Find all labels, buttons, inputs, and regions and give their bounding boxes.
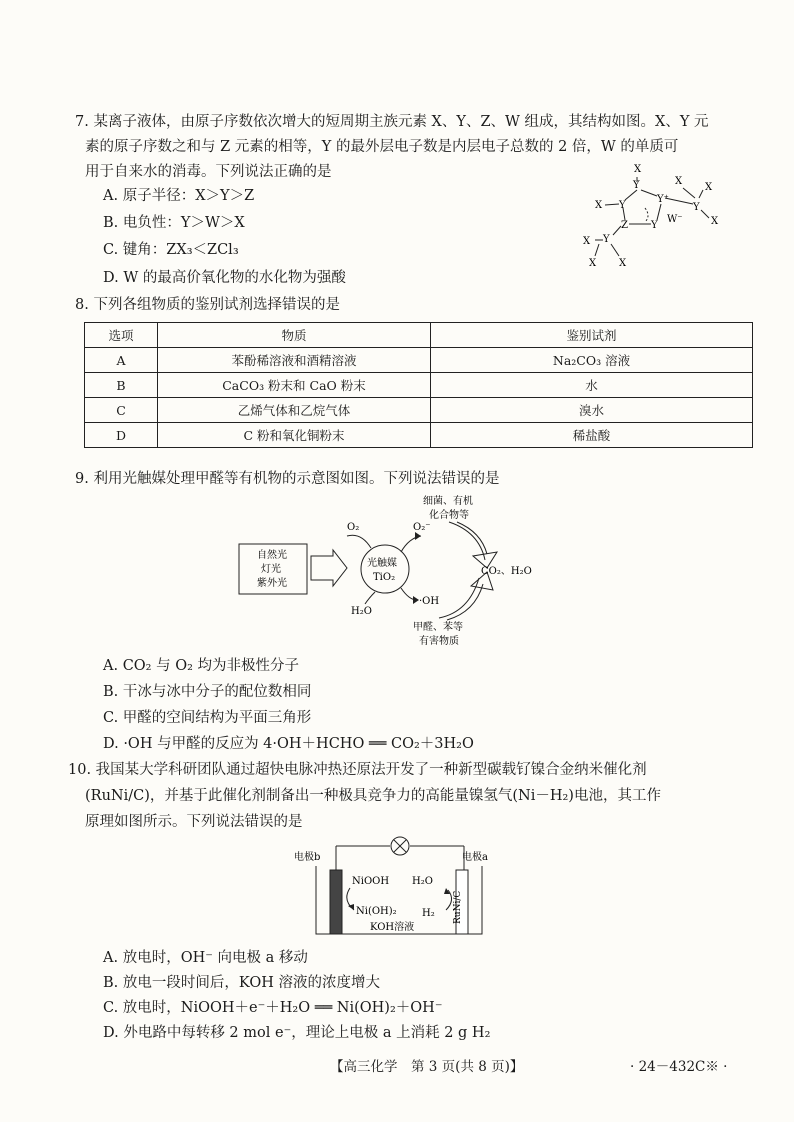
- page-footer-center: 【高三化学 第 3 页(共 8 页)】: [330, 1059, 524, 1075]
- table-cell: CaCO₃ 粉末和 CaO 粉末: [158, 373, 431, 398]
- q7-atom-x: X: [711, 216, 719, 227]
- q9-light-lamp: 灯光: [261, 564, 281, 575]
- q9-top-label-2: 化合物等: [429, 510, 469, 521]
- q10-option-c: C. 放电时，NiOOH＋e⁻＋H₂O ══ Ni(OH)₂＋OH⁻: [103, 1000, 443, 1016]
- q9-option-c: C. 甲醛的空间结构为平面三角形: [103, 710, 312, 726]
- q9-light-natural: 自然光: [257, 550, 287, 561]
- q10-h2: H₂: [422, 908, 435, 919]
- table-cell: B: [85, 373, 158, 398]
- q9-option-b: B. 干冰与冰中分子的配位数相同: [103, 684, 312, 700]
- q10-stem-line-2: (RuNi/C)，并基于此催化剂制备出一种极具竞争力的高能量镍氢气(Ni－H₂)电池，其工作: [85, 788, 661, 804]
- q9-option-d: D. ·OH 与甲醛的反应为 4·OH＋HCHO ══ CO₂＋3H₂O: [103, 736, 474, 752]
- table-cell: D: [85, 423, 158, 448]
- table-cell: C: [85, 398, 158, 423]
- q10-stem-line-3: 原理如图所示。下列说法错误的是: [85, 814, 303, 830]
- q8-table: [84, 322, 753, 448]
- q7-atom-x: X: [589, 258, 597, 269]
- q7-option-b: B. 电负性：Y＞W＞X: [103, 215, 245, 231]
- q7-atom-x: X: [634, 164, 642, 175]
- table-header-row: [85, 323, 753, 348]
- q9-superoxide: O₂⁻: [413, 522, 431, 533]
- table-row: [85, 348, 753, 373]
- q9-catalyst-label: 光触媒: [367, 558, 397, 569]
- q7-atom-x: X: [675, 176, 683, 187]
- q10-stem-line-1: 10. 我国某大学科研团队通过超快电脉冲热还原法开发了一种新型碳载钌镍合金纳米催化剂: [68, 762, 647, 778]
- table-header-cell: 鉴别试剂: [431, 323, 753, 348]
- table-row: [85, 398, 753, 423]
- table-cell: 溴水: [431, 398, 753, 423]
- q9-products: CO₂、H₂O: [481, 566, 532, 577]
- q10-option-b: B. 放电一段时间后，KOH 溶液的浓度增大: [103, 975, 380, 991]
- q7-atom-z: Z: [621, 220, 628, 231]
- table-cell: 水: [431, 373, 753, 398]
- q7-option-d: D. W 的最高价氧化物的水化物为强酸: [103, 270, 346, 286]
- q10-option-d: D. 外电路中每转移 2 mol e⁻，理论上电极 a 上消耗 2 g H₂: [103, 1025, 491, 1041]
- q7-option-c: C. 键角：ZX₃＜ZCl₃: [103, 242, 239, 258]
- q7-stem-line-2: 素的原子序数之和与 Z 元素的相等，Y 的最外层电子数是内层电子总数的 2 倍，W 的单质可: [85, 139, 679, 155]
- q7-atom-x: X: [595, 200, 603, 211]
- table-header-cell: 选项: [85, 323, 158, 348]
- q10-nioh2: Ni(OH)₂: [356, 906, 397, 917]
- q7-stem-line-1: 7. 某离子液体，由原子序数依次增大的短周期主族元素 X、Y、Z、W 组成，其结构如图。X、Y 元: [75, 114, 709, 130]
- table-cell: A: [85, 348, 158, 373]
- q7-option-a: A. 原子半径：X＞Y＞Z: [103, 188, 255, 204]
- q9-photocatalyst-diagram: [235, 492, 545, 652]
- q10-electrode-b-label: 电极b: [294, 852, 321, 863]
- q7-atom-x: X: [583, 236, 591, 247]
- q7-atom-y: Y: [633, 180, 640, 191]
- q7-stem-line-3: 用于自来水的消毒。下列说法正确的是: [85, 164, 332, 180]
- q9-bottom-label-2: 有害物质: [419, 636, 459, 647]
- q9-hydroxyl-radical: ·OH: [419, 596, 440, 607]
- q9-stem: 9. 利用光触媒处理甲醛等有机物的示意图如图。下列说法错误的是: [75, 471, 500, 487]
- q7-anion-w: W⁻: [667, 214, 683, 225]
- table-cell: 乙烯气体和乙烷气体: [158, 398, 431, 423]
- q9-bottom-label-1: 甲醛、苯等: [413, 622, 463, 633]
- q7-atom-y: Y: [619, 200, 626, 211]
- table-header-cell: 物质: [158, 323, 431, 348]
- q7-atom-y: Y: [603, 234, 610, 245]
- q9-catalyst-tio2: TiO₂: [373, 572, 396, 583]
- q10-niooh: NiOOH: [352, 876, 390, 887]
- q10-option-a: A. 放电时，OH⁻ 向电极 a 移动: [103, 950, 308, 966]
- q10-runic-label: RuNi/C: [453, 890, 463, 924]
- q9-light-uv: 紫外光: [257, 578, 287, 589]
- q9-o2: O₂: [347, 522, 360, 533]
- table-cell: Na₂CO₃ 溶液: [431, 348, 753, 373]
- q10-koh: KOH溶液: [370, 922, 415, 933]
- table-row: [85, 373, 753, 398]
- q10-h2o: H₂O: [412, 876, 433, 887]
- q7-atom-y: Y: [693, 202, 700, 213]
- q7-atom-y: Y: [651, 220, 658, 231]
- table-row: [85, 423, 753, 448]
- q7-ionic-structure: [575, 160, 725, 270]
- q9-h2o: H₂O: [351, 606, 372, 617]
- q10-electrode-a-label: 电极a: [462, 852, 488, 863]
- q7-atom-y-plus: Y⁺: [657, 194, 669, 205]
- q9-option-a: A. CO₂ 与 O₂ 均为非极性分子: [103, 658, 300, 674]
- q8-stem: 8. 下列各组物质的鉴别试剂选择错误的是: [75, 297, 340, 313]
- q9-top-label-1: 细菌、有机: [423, 496, 473, 507]
- q10-battery-diagram: [288, 836, 508, 944]
- table-cell: C 粉和氧化铜粉末: [158, 423, 431, 448]
- table-cell: 稀盐酸: [431, 423, 753, 448]
- table-cell: 苯酚稀溶液和酒精溶液: [158, 348, 431, 373]
- page-footer-code: · 24－432C※ ·: [630, 1059, 728, 1075]
- q7-atom-x: X: [705, 182, 713, 193]
- q7-atom-x: X: [619, 258, 627, 269]
